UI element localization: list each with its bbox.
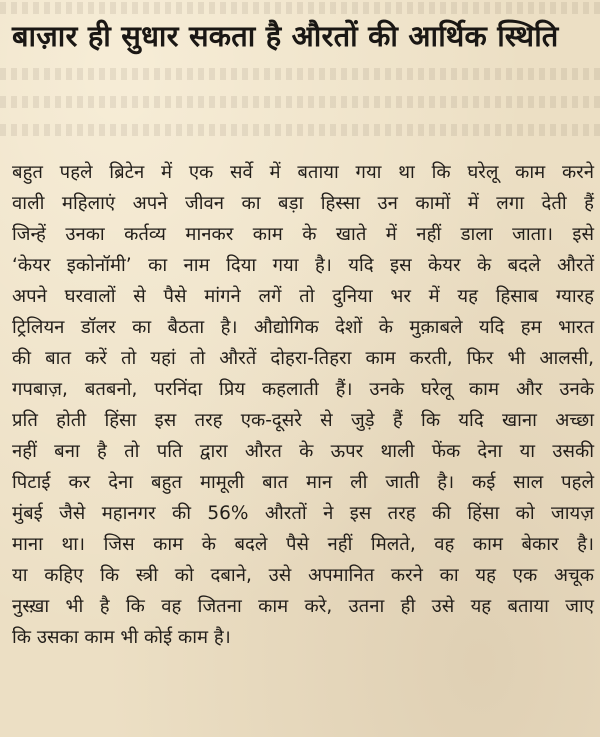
article-line: नहीं बना है तो पति द्वारा औरत के ऊपर थाली फेंक देना या उसकी (12, 441, 594, 462)
article-line: प्रति होती हिंसा इस तरह एक-दूसरे से जुड़े हैं कि यदि खाना अच्छा (12, 410, 594, 431)
article-line: जिन्हें उनका कर्तव्य मानकर काम के खाते में नहीं डाला जाता। इसे (12, 224, 594, 245)
article-line-last: कि उसका काम भी कोई काम है। (12, 627, 231, 648)
article-line: की बात करें तो यहां तो औरतें दोहरा-तिहरा काम करती, फिर भी आलसी, (12, 348, 594, 369)
article-line: नुस्ख़ा भी है कि वह जितना काम करे, उतना ही उसे यह बताया जाए (12, 596, 594, 617)
show-through-text-band-1 (0, 68, 600, 80)
article-line: बहुत पहले ब्रिटेन में एक सर्वे में बताया गया था कि घरेलू काम करने (12, 162, 594, 183)
article-line: माना था। जिस काम के बदले पैसे नहीं मिलते, वह काम बेकार है। (12, 534, 594, 555)
show-through-text-top (0, 2, 600, 14)
article-line: गपबाज़, बतबनो, परनिंदा प्रिय कहलाती हैं। उनके घरेलू काम और उनके (12, 379, 594, 400)
article-line: अपने घरवालों से पैसे मांगने लगें तो दुनिया भर में यह हिसाब ग्यारह (12, 286, 594, 307)
article-line: मुंबई जैसे महानगर की 56% औरतों ने इस तरह की हिंसा को जायज़ (12, 503, 594, 524)
show-through-text-band-3 (0, 124, 600, 136)
article-line: वाली महिलाएं अपने जीवन का बड़ा हिस्सा उन कामों में लगा देती हैं (12, 193, 594, 214)
article-body (12, 157, 594, 653)
article-line: ‘केयर इकोनॉमी’ का नाम दिया गया है। यदि इस केयर के बदले औरतें (12, 255, 594, 276)
article-line: या कहिए कि स्त्री को दबाने, उसे अपमानित करने का यह एक अचूक (12, 565, 594, 586)
article-line: पिटाई कर देना बहुत मामूली बात मान ली जाती है। कई साल पहले (12, 472, 594, 493)
article-headline: बाज़ार ही सुधार सकता है औरतों की आर्थिक स्थिति (12, 19, 559, 53)
show-through-text-band-2 (0, 96, 600, 108)
article-line: ट्रिलियन डॉलर का बैठता है। औद्योगिक देशों के मुक़ाबले यदि हम भारत (12, 317, 594, 338)
